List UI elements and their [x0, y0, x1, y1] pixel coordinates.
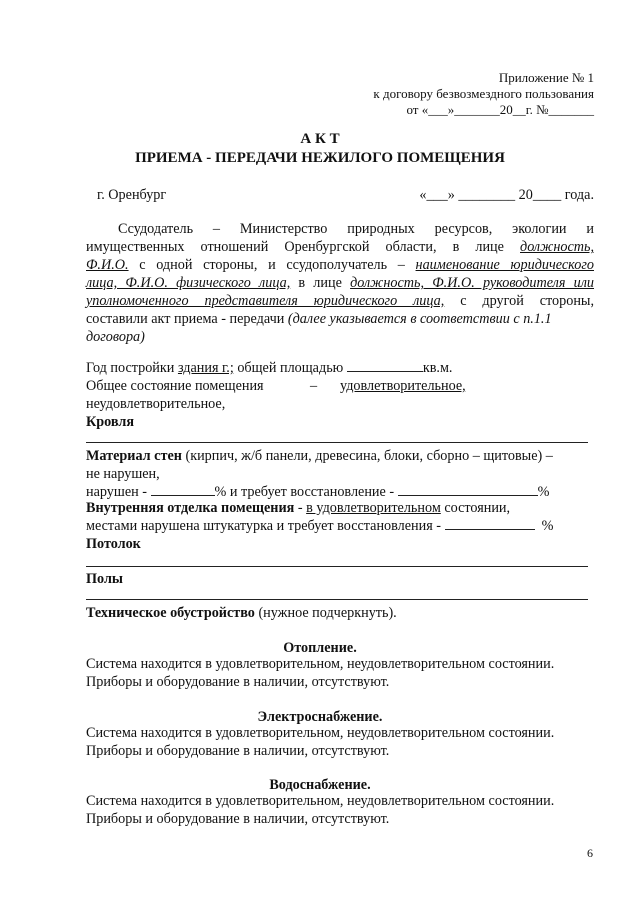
- city-label: г. Оренбург: [97, 187, 167, 203]
- intro-text: Ссудодатель – Министерство природных ресурсов, экологии и: [118, 221, 594, 237]
- interior-line: [86, 499, 510, 517]
- page-number: 6: [587, 846, 593, 860]
- heating-title: Отопление.: [283, 640, 357, 656]
- general-state-dash: –: [310, 378, 318, 394]
- borrower-person-placeholder: лица, Ф.И.О. физического лица,: [86, 275, 291, 291]
- percent-sign: %: [541, 518, 554, 534]
- contract-date-line: от «___»_______20__г. №_______: [406, 102, 594, 117]
- water-title: Водоснабжение.: [269, 777, 371, 793]
- intro-text: составили акт приема - передачи: [86, 311, 288, 327]
- walls-damaged-label: нарушен -: [86, 484, 151, 500]
- interior-dash: -: [294, 500, 307, 516]
- walls-label: Материал стен: [86, 448, 182, 464]
- year-label: Год постройки: [86, 360, 175, 376]
- walls-not-damaged: не нарушен,: [86, 466, 160, 482]
- roof-label: Кровля: [86, 414, 135, 430]
- borrower-representative-placeholder: уполномоченного представителя юридического лица,: [86, 293, 445, 309]
- intro-line-1: [118, 220, 594, 238]
- borrower-name-placeholder: наименование юридического: [415, 257, 594, 273]
- floors-fill-line: [86, 599, 588, 600]
- intro-text: в лице: [290, 275, 351, 291]
- area-unit: кв.м.: [422, 360, 453, 376]
- intro-line-2: [86, 238, 594, 256]
- electricity-title: Электроснабжение.: [257, 709, 383, 725]
- heating-equipment: Приборы и оборудование в наличии, отсутствуют.: [86, 674, 390, 690]
- interior-rest: состоянии,: [440, 500, 511, 516]
- interior-value: в удовлетворительном: [306, 500, 441, 516]
- water-state: Система находится в удовлетворительном, неудовлетворительном состоянии.: [86, 793, 555, 809]
- tech-line: [86, 604, 397, 622]
- tech-note: (нужное подчеркнуть).: [254, 605, 397, 621]
- building-year-line: [86, 359, 452, 377]
- borrower-head-placeholder: должность, Ф.И.О. руководителя или: [350, 275, 595, 291]
- area-label: общей площадью: [237, 360, 344, 376]
- appendix-label: Приложение № 1: [498, 70, 594, 85]
- walls-percent-blank: [151, 483, 215, 496]
- intro-line-6: [86, 310, 552, 328]
- intro-line-7: договора): [86, 329, 145, 345]
- electricity-equipment: Приборы и оборудование в наличии, отсутствуют.: [86, 743, 390, 759]
- contract-reference: к договору безвозмездного пользования: [373, 86, 594, 101]
- heating-state: Система находится в удовлетворительном, неудовлетворительном состоянии.: [86, 656, 555, 672]
- ceiling-label: Потолок: [86, 536, 141, 552]
- document-title: А К Т: [300, 131, 340, 147]
- year-value: здания г.;: [177, 360, 234, 376]
- general-state-value: удовлетворительное,: [340, 378, 466, 394]
- intro-text: имущественных отношений Оренбургской области, в лице: [86, 239, 504, 255]
- roof-fill-line: [86, 442, 588, 443]
- walls-options: (кирпич, ж/б панели, древесина, блоки, сборно – щитовые) –: [181, 448, 553, 464]
- intro-line-5: [86, 292, 594, 310]
- ceiling-fill-line: [86, 566, 588, 567]
- lender-position-placeholder: должность,: [520, 239, 594, 255]
- walls-line: [86, 447, 553, 465]
- floors-label: Полы: [86, 571, 123, 587]
- contract-clause-note: (далее указывается в соответствии с п.1.1: [287, 311, 552, 327]
- intro-line-3: [86, 256, 594, 274]
- percent-sign: %: [537, 484, 550, 500]
- interior-label: Внутренняя отделка помещения: [86, 500, 295, 516]
- interior-percent-blank: [445, 517, 535, 530]
- interior-line-2: [86, 517, 554, 535]
- interior-restore-label: местами нарушена штукатурка и требует восстановления -: [86, 518, 445, 534]
- tech-label: Техническое обустройство: [86, 605, 255, 621]
- water-equipment: Приборы и оборудование в наличии, отсутствуют.: [86, 811, 390, 827]
- intro-text: с одной стороны, и ссудополучатель –: [128, 257, 416, 273]
- document-subtitle: ПРИЕМА - ПЕРЕДАЧИ НЕЖИЛОГО ПОМЕЩЕНИЯ: [135, 150, 505, 166]
- lender-name-placeholder: Ф.И.О.: [86, 257, 129, 273]
- general-state-label: Общее состояние помещения: [86, 378, 264, 394]
- walls-restore-blank: [398, 483, 538, 496]
- area-blank: [347, 359, 423, 372]
- intro-line-4: [86, 274, 594, 292]
- general-state-value-2: неудовлетворительное,: [86, 396, 226, 412]
- electricity-state: Система находится в удовлетворительном, неудовлетворительном состоянии.: [86, 725, 555, 741]
- walls-restore-label: % и требует восстановление -: [214, 484, 398, 500]
- intro-text: с другой стороны,: [444, 293, 594, 309]
- act-date-line: «___» ________ 20____ года.: [419, 187, 594, 203]
